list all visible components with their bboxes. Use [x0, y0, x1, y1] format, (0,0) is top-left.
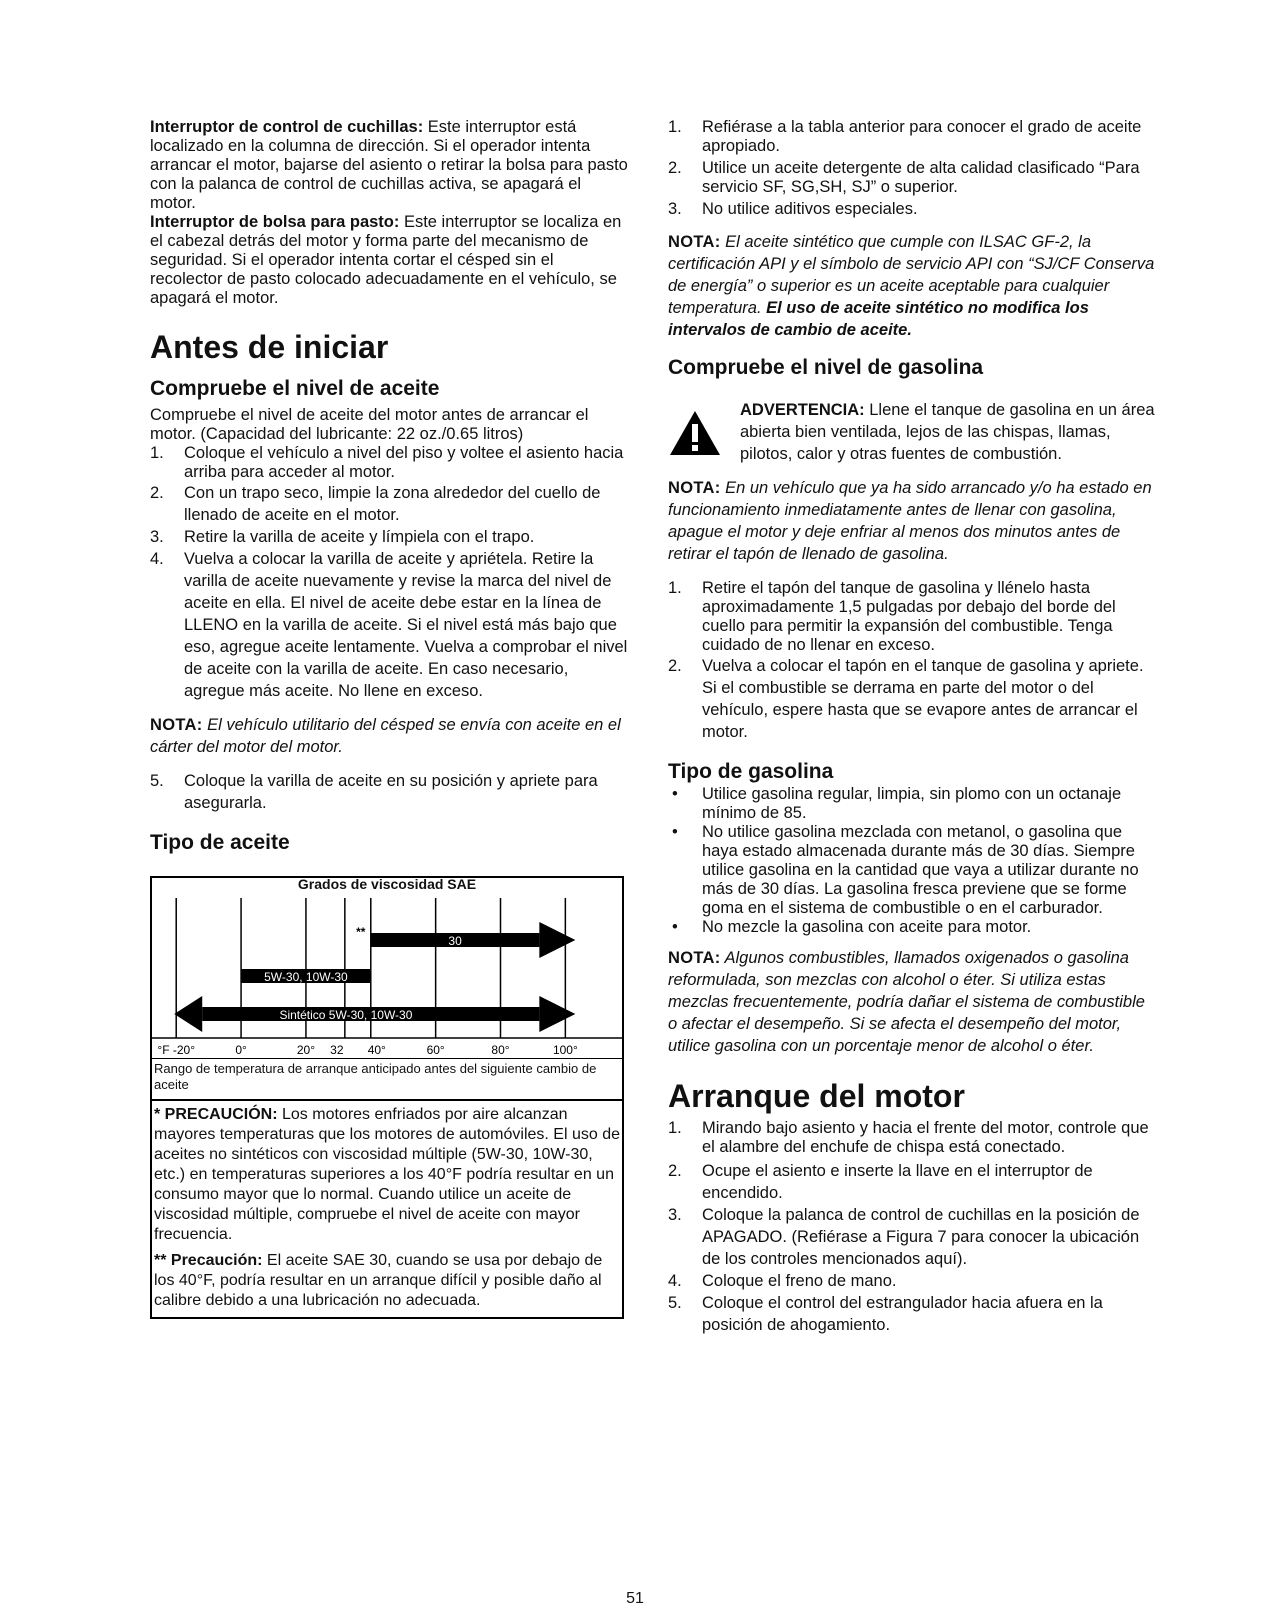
list-item [668, 1270, 1158, 1292]
step-number: 2. [668, 159, 682, 177]
nota-label: NOTA: [150, 716, 203, 734]
oil-type-steps [668, 118, 1158, 219]
step-number: 1. [668, 579, 682, 597]
step-text: Utilice un aceite detergente de alta calidad clasificado “Para servicio SF, SG,SH, SJ” o superior. [702, 159, 1140, 196]
gas-steps-list [668, 579, 1158, 743]
list-item [150, 548, 628, 702]
series-label: 30 [448, 934, 462, 948]
x-tick-label: 100° [552, 1043, 578, 1057]
nota-label: NOTA: [668, 949, 721, 967]
warning-icon [668, 409, 722, 457]
x-tick-label: 80° [491, 1043, 510, 1057]
arrow-right-mark [539, 922, 575, 958]
series-label: 5W-30, 10W-30 [264, 970, 348, 984]
step-text: Vuelva a colocar el tapón en el tanque de gasolina y apriete. Si el combustible se derrama en parte del motor o del vehículo, espere hasta que se evapore antes de arrancar el motor. [702, 657, 1144, 741]
step-number: 5. [668, 1294, 682, 1312]
step-number: 3. [668, 1206, 682, 1224]
warning-label: ADVERTENCIA: [740, 401, 865, 419]
warning-text: Llene el tanque de gasolina en un área abierta bien ventilada, lejos de las chispas, llamas, pilotos, calor y otras fuentes de combustión. [740, 401, 1155, 463]
list-item [150, 770, 628, 814]
bag-switch-label: Interruptor de bolsa para pasto: [150, 213, 400, 231]
step-number: 3. [150, 528, 164, 546]
list-item [668, 1119, 1158, 1157]
step-text: Coloque la varilla de aceite en su posición y apriete para asegurarla. [184, 772, 598, 812]
section-heading-antes: Antes de iniciar [150, 329, 389, 365]
series-marker: ** [356, 925, 366, 939]
step-number: 2. [668, 1162, 682, 1180]
nota-oil [150, 714, 628, 758]
oil-type-heading: Tipo de aceite [150, 831, 290, 854]
nota-text: Algunos combustibles, llamados oxigenados o gasolina reformulada, son mezclas con alcohol o éter. Si utiliza estas mezclas frecuentemente, podría dañar el sistema de combustible o afectar el desempeño. Si se afecta el desempeño del motor, utilice gasolina con un porcentaje menor de alcohol o éter. [668, 949, 1145, 1055]
step-number: 2. [150, 484, 164, 502]
arrow-left-mark [174, 996, 202, 1032]
chart-note: Rango de temperatura de arranque anticipado antes del siguiente cambio de aceite [152, 1058, 622, 1099]
x-tick-label: 40° [367, 1043, 386, 1057]
left-column [150, 118, 628, 1319]
list-item [668, 1160, 1158, 1204]
step-text: No utilice aditivos especiales. [702, 200, 918, 218]
section-heading-arranque: Arranque del motor [668, 1078, 965, 1114]
x-tick-label: °F -20° [157, 1043, 196, 1057]
arrow-right-mark [539, 996, 575, 1032]
list-item [150, 526, 628, 548]
step-number: 5. [150, 772, 164, 790]
precaution-2 [152, 1247, 622, 1317]
step-number: 1. [150, 444, 164, 462]
bag-switch-text: Este interruptor se localiza en el cabezal detrás del motor y forma parte del mecanismo de seguridad. Si el operador intenta cortar el césped sin el recolector de pasto colocado adecuadamente en el vehículo, se apagará el motor. [150, 213, 622, 307]
step-text: Vuelva a colocar la varilla de aceite y apriétela. Retire la varilla de aceite nuevamente y revise la marca del nivel de aceite en ella. El nivel de aceite debe estar en la línea de LLENO en la varilla de aceite. Si el nivel está más bajo que eso, agregue aceite lentamente. Vuelva a comprobar el nivel de aceite con la varilla de aceite. En caso necesario, agregue más aceite. No llene en exceso. [184, 550, 628, 700]
viscosity-chart [150, 876, 624, 1319]
chart-svg [152, 878, 622, 1058]
oil-step5-list [150, 770, 628, 814]
nota-label: NOTA: [668, 233, 721, 251]
list-item [150, 482, 628, 526]
blade-switch-text: Este interruptor está localizado en la columna de dirección. Si el operador intenta arrancar el motor, bajarse del asiento o retirar la bolsa para pasto con la palanca de control de cuchillas activa, se apagará el motor. [150, 118, 628, 212]
step-text: Retire la varilla de aceite y límpiela con el trapo. [184, 528, 535, 546]
x-tick-label: 60° [426, 1043, 445, 1057]
series-label: Sintético 5W-30, 10W-30 [279, 1008, 413, 1022]
step-number: 4. [668, 1272, 682, 1290]
precaution-text: Los motores enfriados por aire alcanzan mayores temperaturas que los motores de automóviles. El uso de aceites no sintéticos con viscosidad múltiple (5W-30, 10W-30, etc.) en temperaturas superiores a los 40°F podría resultar en un consumo mayor que lo normal. Cuando utilice un aceite de viscosidad múltiple, compruebe el nivel de aceite con mayor frecuencia. [154, 1106, 621, 1243]
nota-text: El aceite sintético que cumple con ILSAC GF-2, la certificación API y el símbolo de servicio API con “SJ/CF Conserva de energía” o superior es un aceite aceptable para cualquier temperatura. [668, 233, 1155, 317]
oil-level-heading: Compruebe el nivel de aceite [150, 377, 440, 400]
step-text: Mirando bajo asiento y hacia el frente del motor, controle que el alambre del enchufe de chispa está conectado. [702, 1119, 1149, 1156]
gas-bullets [668, 785, 1158, 937]
list-item [668, 579, 1158, 655]
step-text: Retire el tapón del tanque de gasolina y llénelo hasta aproximadamente 1,5 pulgadas por debajo del borde del cuello para permitir la expansión del combustible. Tenga cuidado de no llenar en exceso. [702, 579, 1116, 654]
chart-plot-area [152, 878, 622, 1058]
list-item [668, 1292, 1158, 1336]
list-item [150, 444, 628, 482]
precaution-label: * PRECAUCIÓN: [154, 1106, 278, 1123]
step-text: Coloque el freno de mano. [702, 1272, 897, 1290]
list-item [668, 159, 1158, 197]
page-number: 51 [626, 1590, 644, 1607]
list-item [668, 785, 1158, 823]
bullet: • [672, 785, 678, 803]
step-text: Coloque el vehículo a nivel del piso y voltee el asiento hacia arriba para acceder al motor. [184, 444, 624, 481]
x-tick-label: 20° [296, 1043, 316, 1057]
nota-bold-text: El uso de aceite sintético no modifica los intervalos de cambio de aceite. [668, 299, 1089, 339]
list-item [668, 655, 1158, 743]
chart-title: Grados de viscosidad SAE [297, 876, 477, 892]
nota-synthetic [668, 231, 1158, 341]
step-number: 1. [668, 118, 682, 136]
nota-text: En un vehículo que ya ha sido arrancado y/o ha estado en funcionamiento inmediatamente antes de llenar con gasolina, apague el motor y deje enfriar al menos dos minutos antes de retirar el tapón de llenado de gasolina. [668, 479, 1152, 563]
bullet-text: Utilice gasolina regular, limpia, sin plomo con un octanaje mínimo de 85. [702, 785, 1122, 822]
bullet: • [672, 918, 678, 936]
x-tick-label: 0° [235, 1043, 247, 1057]
step-text: Ocupe el asiento e inserte la llave en el interruptor de encendido. [702, 1162, 1093, 1202]
nota-text: El vehículo utilitario del césped se envía con aceite en el cárter del motor del motor. [150, 716, 621, 756]
step-number: 4. [150, 550, 164, 568]
gas-type-heading: Tipo de gasolina [668, 760, 834, 783]
x-tick-label: 32 [330, 1043, 344, 1057]
bullet-text: No mezcle la gasolina con aceite para motor. [702, 918, 1032, 936]
list-item [668, 200, 1158, 219]
precaution-text: El aceite SAE 30, cuando se usa por debajo de los 40°F, podría resultar en un arranque difícil y posible daño al calibre debido a una lubricación no adecuada. [154, 1252, 603, 1309]
blade-switch-paragraph [150, 118, 628, 213]
blade-switch-label: Interruptor de control de cuchillas: [150, 118, 424, 136]
step-number: 3. [668, 200, 682, 218]
gas-level-heading: Compruebe el nivel de gasolina [668, 356, 984, 379]
step-number: 1. [668, 1119, 682, 1137]
step-text: Coloque el control del estrangulador hacia afuera en la posición de ahogamiento. [702, 1294, 1103, 1334]
step-text: Con un trapo seco, limpie la zona alrededor del cuello de llenado de aceite en el motor. [184, 484, 601, 524]
right-column [668, 118, 1158, 1336]
list-item [668, 1204, 1158, 1270]
step-text: Coloque la palanca de control de cuchillas en la posición de APAGADO. (Refiérase a Figura 7 para conocer la ubicación de los controles mencionados aquí). [702, 1206, 1140, 1268]
bullet-text: No utilice gasolina mezclada con metanol, o gasolina que haya estado almacenada durante más de 30 días. Siempre utilice gasolina en la cantidad que vaya a utilizar durante no más de 30 días. La gasolina fresca previene que se forme goma en el sistema de combustible o en el carburador. [702, 823, 1139, 917]
step-number: 2. [668, 657, 682, 675]
precaution-1 [152, 1099, 622, 1247]
nota-oxygenated [668, 947, 1158, 1057]
start-steps-list [668, 1119, 1158, 1336]
list-item [668, 823, 1158, 918]
bullet: • [672, 823, 678, 841]
nota-gas [668, 477, 1158, 565]
precaution-label: ** Precaución: [154, 1252, 263, 1269]
oil-intro: Compruebe el nivel de aceite del motor antes de arrancar el motor. (Capacidad del lubricante: 22 oz./0.65 litros) [150, 406, 589, 443]
nota-label: NOTA: [668, 479, 721, 497]
warning-block [668, 399, 1158, 465]
step-text: Refiérase a la tabla anterior para conocer el grado de aceite apropiado. [702, 118, 1142, 155]
list-item [668, 918, 1158, 937]
oil-steps-list [150, 444, 628, 702]
bag-switch-paragraph [150, 213, 628, 308]
list-item [668, 118, 1158, 156]
